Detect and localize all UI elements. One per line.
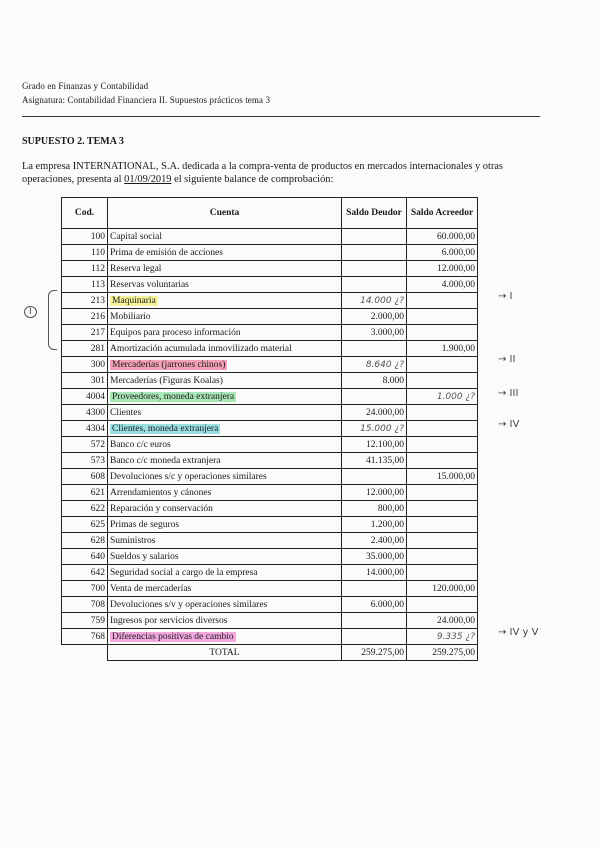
row-deudor: 2.000,00: [342, 309, 407, 325]
total-deudor: 259.275,00: [342, 645, 407, 661]
row-deudor: [342, 629, 407, 645]
row-cod: 281: [62, 341, 108, 357]
row-acreedor: [407, 309, 478, 325]
table-row: [62, 629, 478, 645]
row-cuenta: Capital social: [108, 229, 342, 245]
row-cod: 700: [62, 581, 108, 597]
row-deudor: 6.000,00: [342, 597, 407, 613]
trial-balance-table: [61, 197, 478, 661]
row-cod: 216: [62, 309, 108, 325]
row-acreedor: 1.000 ¿?: [407, 389, 478, 405]
table-row: [62, 293, 478, 309]
row-deudor: 14.000,00: [342, 565, 407, 581]
table-row: [62, 501, 478, 517]
row-cod: 759: [62, 613, 108, 629]
row-cuenta: Reservas voluntarias: [108, 277, 342, 293]
row-deudor: 2.400,00: [342, 533, 407, 549]
row-cod: 300: [62, 357, 108, 373]
row-acreedor: [407, 437, 478, 453]
intro-text-1: La empresa INTERNATIONAL, S.A. dedicada a la compra-venta de productos en mercados internacionales y otras operaciones, presenta al: [22, 161, 503, 185]
row-cod: 110: [62, 245, 108, 261]
row-acreedor: 15.000,00: [407, 469, 478, 485]
row-acreedor: [407, 453, 478, 469]
row-cod: 640: [62, 549, 108, 565]
row-deudor: 14.000 ¿?: [342, 293, 407, 309]
row-cod: 4304: [62, 421, 108, 437]
table-row: [62, 341, 478, 357]
row-acreedor: [407, 565, 478, 581]
table-row: [62, 325, 478, 341]
row-deudor: 1.200,00: [342, 517, 407, 533]
row-deudor: [342, 341, 407, 357]
row-cuenta: Suministros: [108, 533, 342, 549]
course-name: Grado en Finanzas y Contabilidad: [22, 81, 149, 91]
row-cod: 621: [62, 485, 108, 501]
table-row: [62, 357, 478, 373]
header-deudor: Saldo Deudor: [342, 198, 407, 229]
intro-text-2: el siguiente balance de comprobación:: [171, 174, 334, 185]
row-deudor: [342, 469, 407, 485]
row-cuenta: Banco c/c euros: [108, 437, 342, 453]
row-acreedor: [407, 325, 478, 341]
row-cuenta: Venta de mercaderías: [108, 581, 342, 597]
annotation-III: → III: [498, 388, 519, 399]
row-cuenta: Reserva legal: [108, 261, 342, 277]
row-acreedor: [407, 373, 478, 389]
annotation-IV: → IV: [498, 419, 520, 430]
left-annotation: I: [24, 306, 37, 318]
table-row: [62, 533, 478, 549]
table-row: [62, 245, 478, 261]
row-cuenta: Prima de emisión de acciones: [108, 245, 342, 261]
row-acreedor: [407, 501, 478, 517]
table-row: [62, 277, 478, 293]
row-cod: 628: [62, 533, 108, 549]
row-acreedor: [407, 517, 478, 533]
row-acreedor: 1.900,00: [407, 341, 478, 357]
row-cuenta: Diferencias positivas de cambio: [108, 629, 342, 645]
table-row: [62, 565, 478, 581]
header-cuenta: Cuenta: [108, 198, 342, 229]
row-cuenta: Mercaderías (Figuras Koalas): [108, 373, 342, 389]
row-cuenta: Proveedores, moneda extranjera: [108, 389, 342, 405]
row-cuenta: Arrendamientos y cánones: [108, 485, 342, 501]
row-acreedor: [407, 485, 478, 501]
table-row: [62, 437, 478, 453]
row-deudor: 12.000,00: [342, 485, 407, 501]
row-cod: 573: [62, 453, 108, 469]
exercise-title: SUPUESTO 2. TEMA 3: [22, 136, 124, 147]
row-cod: 301: [62, 373, 108, 389]
table-row: [62, 581, 478, 597]
intro-paragraph: [22, 160, 542, 186]
table-row: [62, 421, 478, 437]
row-deudor: 35.000,00: [342, 549, 407, 565]
row-deudor: [342, 389, 407, 405]
row-acreedor: 24.000,00: [407, 613, 478, 629]
row-cod: 112: [62, 261, 108, 277]
row-cod: 113: [62, 277, 108, 293]
annotation-I: → I: [498, 291, 513, 302]
total-label: TOTAL: [108, 645, 342, 661]
table-row: [62, 229, 478, 245]
row-cuenta: Maquinaria: [108, 293, 342, 309]
subject-name: Asignatura: Contabilidad Financiera II. Supuestos prácticos tema 3: [22, 95, 271, 105]
row-acreedor: 6.000,00: [407, 245, 478, 261]
row-cod: 625: [62, 517, 108, 533]
table-row: [62, 517, 478, 533]
header-rule: [22, 116, 540, 117]
row-cuenta: Ingresos por servicios diversos: [108, 613, 342, 629]
header-cod: Cod.: [62, 198, 108, 229]
row-deudor: 8.640 ¿?: [342, 357, 407, 373]
header-acreedor: Saldo Acreedor: [407, 198, 478, 229]
table-row: [62, 373, 478, 389]
row-cod: 213: [62, 293, 108, 309]
row-deudor: [342, 229, 407, 245]
row-cuenta: Devoluciones s/c y operaciones similares: [108, 469, 342, 485]
row-cuenta: Reparación y conservación: [108, 501, 342, 517]
row-cuenta: Mercaderías (jarrones chinos): [108, 357, 342, 373]
row-cuenta: Clientes: [108, 405, 342, 421]
row-acreedor: 9.335 ¿?: [407, 629, 478, 645]
row-acreedor: [407, 357, 478, 373]
row-cuenta: Amortización acumulada inmovilizado material: [108, 341, 342, 357]
row-cod: 572: [62, 437, 108, 453]
table-row: [62, 549, 478, 565]
row-cod: 768: [62, 629, 108, 645]
row-deudor: 24.000,00: [342, 405, 407, 421]
row-cod: 4300: [62, 405, 108, 421]
left-brace: [48, 290, 57, 350]
table-row: [62, 405, 478, 421]
table-row: [62, 261, 478, 277]
table-row: [62, 389, 478, 405]
row-deudor: [342, 613, 407, 629]
row-cod: 608: [62, 469, 108, 485]
row-cuenta: Devoluciones s/v y operaciones similares: [108, 597, 342, 613]
table-row: [62, 309, 478, 325]
row-deudor: [342, 245, 407, 261]
row-deudor: [342, 581, 407, 597]
table-row: [62, 469, 478, 485]
annotation-II: → II: [498, 354, 516, 365]
row-cod: 100: [62, 229, 108, 245]
table-row: [62, 485, 478, 501]
row-cod: 708: [62, 597, 108, 613]
row-cod: 217: [62, 325, 108, 341]
table-row: [62, 453, 478, 469]
total-row: [62, 645, 478, 661]
total-acreedor: 259.275,00: [407, 645, 478, 661]
intro-date: 01/09/2019: [124, 174, 172, 185]
row-cuenta: Equipos para proceso información: [108, 325, 342, 341]
row-acreedor: 120.000,00: [407, 581, 478, 597]
row-cuenta: Seguridad social a cargo de la empresa: [108, 565, 342, 581]
row-deudor: [342, 261, 407, 277]
table-row: [62, 613, 478, 629]
table-row: [62, 597, 478, 613]
row-cod: 642: [62, 565, 108, 581]
row-acreedor: [407, 533, 478, 549]
row-cuenta: Mobiliario: [108, 309, 342, 325]
row-deudor: 41.135,00: [342, 453, 407, 469]
row-acreedor: 12.000,00: [407, 261, 478, 277]
row-deudor: [342, 277, 407, 293]
row-cod: 622: [62, 501, 108, 517]
row-acreedor: 60.000,00: [407, 229, 478, 245]
row-deudor: 3.000,00: [342, 325, 407, 341]
row-acreedor: [407, 293, 478, 309]
row-acreedor: [407, 597, 478, 613]
table-header-row: [62, 198, 478, 229]
row-cuenta: Clientes, moneda extranjera: [108, 421, 342, 437]
row-cuenta: Sueldos y salarios: [108, 549, 342, 565]
row-cuenta: Banco c/c moneda extranjera: [108, 453, 342, 469]
row-deudor: 8.000: [342, 373, 407, 389]
row-acreedor: [407, 421, 478, 437]
row-deudor: 15.000 ¿?: [342, 421, 407, 437]
row-acreedor: 4.000,00: [407, 277, 478, 293]
row-cuenta: Primas de seguros: [108, 517, 342, 533]
row-deudor: 800,00: [342, 501, 407, 517]
row-deudor: 12.100,00: [342, 437, 407, 453]
row-acreedor: [407, 549, 478, 565]
row-acreedor: [407, 405, 478, 421]
row-cod: 4004: [62, 389, 108, 405]
annotation-IV-V: → IV y V: [498, 627, 539, 638]
